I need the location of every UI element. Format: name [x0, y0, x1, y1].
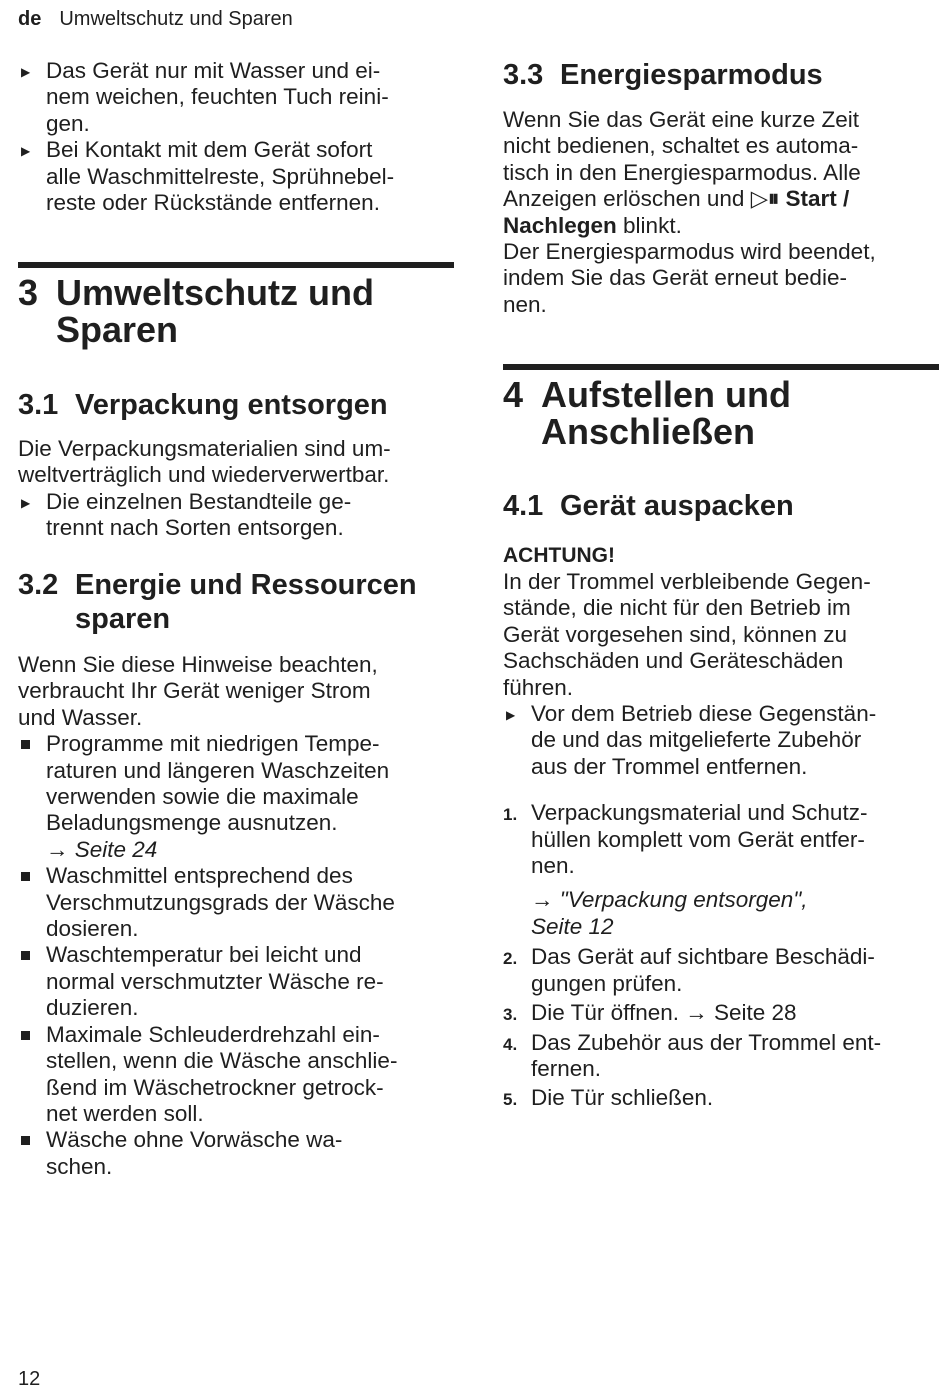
- text-line: Bei Kontakt mit dem Gerät sofort: [46, 137, 373, 163]
- list-item: Maximale Schleuderdrehzahl ein- stellen, wenn die Wäsche anschlie- ßend im Wäschetrockner getrock- net werden soll.: [18, 1022, 454, 1128]
- text-line: reste oder Rückstände entfernen.: [46, 190, 380, 216]
- section-4-1-heading: 4.1 Gerät auspacken: [503, 490, 794, 522]
- nachlegen-label: Nachlegen: [503, 212, 617, 238]
- start-pause-icon: ▷⏸: [750, 186, 780, 212]
- page-number: 12: [18, 1368, 41, 1390]
- chapter-3-heading: 3 Umweltschutz und Sparen: [18, 272, 375, 350]
- square-bullet-icon: [21, 740, 30, 749]
- text-line: gen.: [46, 110, 90, 136]
- section-4-1-body: ACHTUNG! In der Trommel verbleibende Gegen- stände, die nicht für den Betrieb im Gerät vorgesehen sind, können zu Sachschäden und Geräteschäden führen. ▶ Vor dem Betrieb diese Gegenstän- de und das mitgelieferte Zubehör aus der Trommel entfernen. 1. Verpackungsmaterial und Schutz- hüllen komplett vom Gerät entfer- nen. → "Verpackung entsorgen", Seite 12 2. Das Gerät auf sichtbare Beschädi- gungen prüfen. 3. Die Tür öffnen. → Seite 28 4. Das Zubehör aus der Trommel ent- fernen. 5. Die Tür schließen.: [503, 543, 939, 1112]
- language-code: de: [18, 8, 42, 30]
- list-item: Waschtemperatur bei leicht und normal verschmutzter Wäsche re- duzieren.: [18, 942, 454, 1021]
- section-3-3-heading: 3.3 Energiesparmodus: [503, 59, 823, 91]
- step-item: 5. Die Tür schließen.: [503, 1085, 714, 1111]
- triangle-bullet-icon: ▶: [506, 708, 516, 723]
- list-item: [18, 58, 454, 137]
- section-3-1-body: Die Verpackungsmaterialien sind um- weltverträglich und wiederverwertbar. ▶ Die einzelnen Bestandteile ge- trennt nach Sorten entsorgen.: [18, 436, 454, 542]
- section-3-2-body: Wenn Sie diese Hinweise beachten, verbraucht Ihr Gerät weniger Strom und Wasser. Programme mit niedrigen Tempe- raturen und längeren Waschzeiten verwenden sowie die maximale Beladungsmenge ausnutzen. → Seite 24 Waschmittel entsprechend des Verschmutzungsgrads der Wäsche dosieren. Waschtemperatur bei leicht und normal verschmutzter Wäsche re- duzieren. Maximale Schleuderdrehzahl ein- stellen, wenn die Wäsche anschlie- ßend im Wäschetrockner getrock- net werden soll. Wäsche ohne Vorwäsche wa- schen.: [18, 652, 454, 1180]
- square-bullet-icon: [21, 872, 30, 881]
- page-reference-link[interactable]: → Seite 24: [46, 836, 158, 862]
- section-3-3-body: Wenn Sie das Gerät eine kurze Zeit nicht bedienen, schaltet es automa- tisch in den Energiesparmodus. Alle Anzeigen erlöschen und ▷⏸ Start / Nachlegen blinkt. Der Energiesparmodus wird beendet, indem Sie das Gerät erneut bedie- nen.: [503, 107, 876, 317]
- warning-label: ACHTUNG!: [503, 544, 615, 567]
- list-item: ▶ Die einzelnen Bestandteile ge- trennt nach Sorten entsorgen.: [21, 488, 352, 541]
- text-line: Das Gerät nur mit Wasser und ei-: [46, 58, 381, 83]
- text-line: nem weichen, feuchten Tuch reini-: [46, 84, 389, 110]
- step-item: 1. Verpackungsmaterial und Schutz- hüllen komplett vom Gerät entfer- nen. → "Verpackung entsorgen", Seite 12: [503, 800, 939, 940]
- page-reference-link[interactable]: Seite 12: [531, 913, 614, 939]
- step-item: 3. Die Tür öffnen. → Seite 28: [503, 1000, 797, 1026]
- square-bullet-icon: [21, 951, 30, 960]
- list-item: Waschmittel entsprechend des Verschmutzungsgrads der Wäsche dosieren.: [18, 863, 454, 942]
- list-item: [18, 137, 454, 216]
- triangle-bullet-icon: ▶: [21, 495, 31, 510]
- list-item: Programme mit niedrigen Tempe- raturen und längeren Waschzeiten verwenden sowie die maximale Beladungsmenge ausnutzen. → Seite 24: [18, 731, 454, 863]
- section-3-1-heading: 3.1 Verpackung entsorgen: [18, 389, 388, 421]
- triangle-bullet-icon: ▶: [21, 65, 31, 79]
- page-header: [18, 8, 293, 31]
- section-3-2-heading: 3.2 Energie und Ressourcen sparen: [18, 569, 417, 635]
- page-reference-link[interactable]: → "Verpackung entsorgen",: [531, 887, 808, 913]
- list-item: Wäsche ohne Vorwäsche wa- schen.: [18, 1127, 454, 1180]
- intro-bullets: [18, 58, 454, 216]
- start-label: Start /: [779, 186, 850, 212]
- header-title: Umweltschutz und Sparen: [59, 8, 293, 30]
- triangle-bullet-icon: ▶: [21, 144, 31, 159]
- step-item: 2. Das Gerät auf sichtbare Beschädi- gungen prüfen.: [503, 944, 875, 996]
- list-item: ▶ Vor dem Betrieb diese Gegenstän- de und das mitgelieferte Zubehör aus der Trommel entfernen.: [506, 701, 877, 779]
- chapter-rule: [18, 262, 454, 268]
- square-bullet-icon: [21, 1136, 30, 1145]
- text-line: alle Waschmittelreste, Sprühnebel-: [46, 163, 395, 189]
- step-item: 4. Das Zubehör aus der Trommel ent- fernen.: [503, 1029, 882, 1081]
- square-bullet-icon: [21, 1031, 30, 1040]
- chapter-4-heading: 4 Aufstellen und Anschließen: [503, 374, 791, 452]
- chapter-rule: [503, 364, 939, 370]
